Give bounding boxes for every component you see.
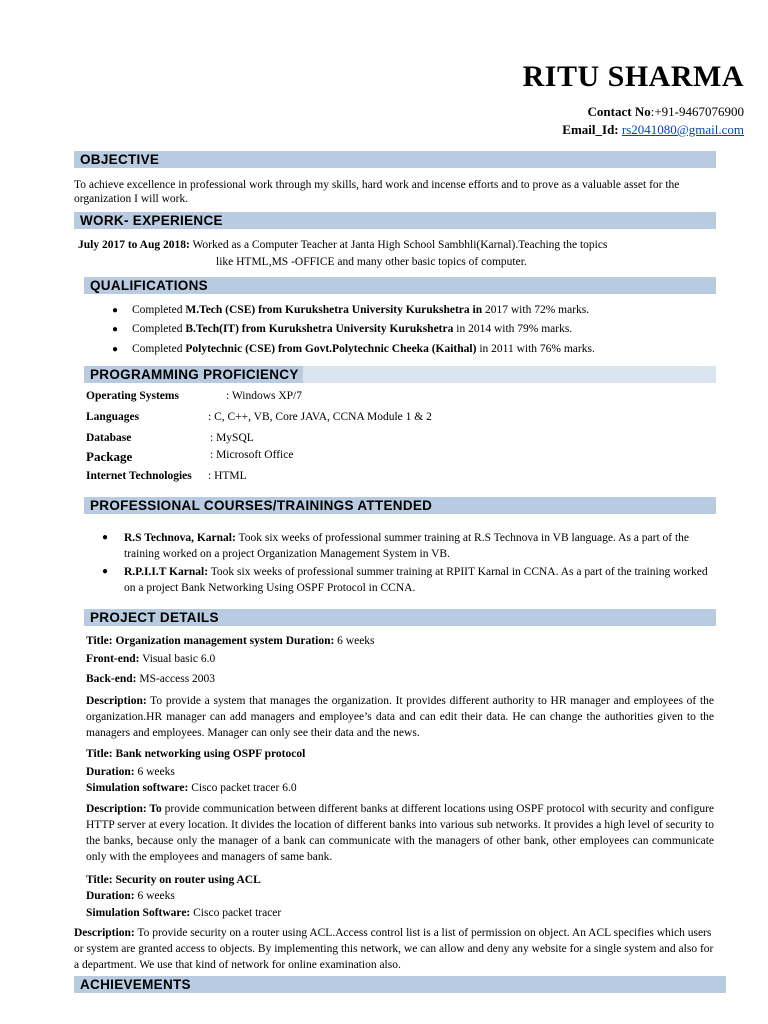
objective-text: To achieve excellence in professional work through my skills, hard work and incense efforts and to prove as a valuable asset for the organization I will work. xyxy=(74,179,680,205)
project1-description xyxy=(86,693,714,741)
programming-label: Internet Technologies xyxy=(86,470,192,482)
section-header-courses: PROFESSIONAL COURSES/TRAININGS ATTENDED xyxy=(84,497,716,514)
bullet-icon: ● xyxy=(112,344,119,355)
project2-simulation xyxy=(86,781,297,795)
course-item xyxy=(124,564,714,596)
qualification-post: in 2011 with 76% marks. xyxy=(476,343,595,355)
qualification-item xyxy=(132,303,589,317)
bullet-icon: ● xyxy=(112,324,119,335)
email-link[interactable]: rs2041080@gmail.com xyxy=(621,122,744,137)
project1-frontend-value: Visual basic 6.0 xyxy=(139,653,216,665)
work-entry xyxy=(78,238,718,252)
qualification-bold: Polytechnic (CSE) from Govt.Polytechnic Cheeka (Kaithal) xyxy=(185,343,477,355)
contact-line xyxy=(588,104,744,120)
project2-duration-value: 6 weeks xyxy=(134,766,175,778)
qualification-item xyxy=(132,322,572,336)
bullet-icon: ● xyxy=(112,305,119,316)
course-item xyxy=(124,530,714,562)
bullet-icon: ● xyxy=(102,566,109,577)
project1-backend xyxy=(86,672,215,686)
project2-sim-label: Simulation software: xyxy=(86,782,189,794)
course-institute: R.P.I.I.T Karnal: xyxy=(124,566,209,578)
project3-duration-label: Duration: xyxy=(86,890,135,902)
section-header-programming xyxy=(84,366,716,383)
course-text: Took six weeks of professional summer training at R.S Technova in VB language. As a part of the training worked on a project Organization Management System in VB. xyxy=(124,532,690,560)
project2-desc-label: Description: To xyxy=(86,803,162,815)
project1-backend-label: Back-end: xyxy=(86,673,137,685)
project1-title xyxy=(86,634,375,648)
section-header-objective: OBJECTIVE xyxy=(74,151,716,168)
project3-desc-value: To provide security on a router using ACL.Access control list is a list of permission on object. An ACL specifies which users or system are granted access to objects. By implementing this network, we can allow and deny any website for a single system and also for a department. We use that kind of network for online examination also. xyxy=(74,927,714,971)
section-header-projects: PROJECT DETAILS xyxy=(84,609,716,626)
programming-label: Package xyxy=(86,449,133,464)
email-label: Email_Id: xyxy=(562,122,619,137)
programming-value: : Windows XP/7 xyxy=(226,390,303,402)
project1-duration: 6 weeks xyxy=(334,635,375,647)
project3-desc-label: Description: xyxy=(74,927,135,939)
project3-title: Title: Security on router using ACL xyxy=(86,874,261,886)
programming-label: Database xyxy=(86,432,132,444)
work-line-1: Worked as a Computer Teacher at Janta High School Sambhli(Karnal).Teaching the topics xyxy=(189,239,608,251)
project1-desc-label: Description: xyxy=(86,695,147,707)
project1-backend-value: MS-access 2003 xyxy=(136,673,216,685)
project2-title: Title: Bank networking using OSPF protocol xyxy=(86,748,306,760)
project1-frontend-label: Front-end: xyxy=(86,653,140,665)
work-period: July 2017 to Aug 2018: xyxy=(78,239,190,251)
programming-value: : MySQL xyxy=(210,432,254,444)
project3-duration xyxy=(86,889,175,903)
project2-description xyxy=(86,801,714,865)
section-header-achievements: ACHIEVEMENTS xyxy=(74,976,726,993)
programming-value: : HTML xyxy=(208,470,247,482)
section-header-work-experience: WORK- EXPERIENCE xyxy=(74,212,716,229)
programming-label: Languages xyxy=(86,411,140,423)
course-institute: R.S Technova, Karnal: xyxy=(124,532,236,544)
qualification-post: 2017 with 72% marks. xyxy=(482,304,590,316)
qualification-post: in 2014 with 79% marks. xyxy=(453,323,573,335)
email-line xyxy=(562,122,744,138)
bullet-icon: ● xyxy=(102,532,109,543)
qualification-pre: Completed xyxy=(132,343,186,355)
project1-frontend xyxy=(86,652,215,666)
contact-value: :+91-9467076900 xyxy=(650,104,744,119)
project3-sim-value: Cisco packet tracer xyxy=(190,907,282,919)
qualification-bold: B.Tech(IT) from Kurukshetra University Kurukshetra xyxy=(185,323,454,335)
project1-desc-value: To provide a system that manages the organization. It provides different authority to HR manager and employees of the organization.HR manager can add managers and employee’s data and can edit their data. He can change the authorities given to the managers and employees. Manager can only see their data and the news. xyxy=(86,695,714,739)
qualification-bold: M.Tech (CSE) from Kurukshetra University Kurukshetra in xyxy=(185,304,483,316)
project2-duration xyxy=(86,765,175,779)
qualification-pre: Completed xyxy=(132,323,186,335)
qualification-item xyxy=(132,342,595,356)
project2-desc-value: provide communication between different banks at different locations using OSPF protocol with security and configure HTTP server at every location. It divides the location of different banks into various sub networks. It provides a high level of security to the banks, because only the manager of a bank can communicate with the managers of other bank, other employees can communicate only with the employees and managers of same bank. xyxy=(86,803,714,863)
course-text: Took six weeks of professional summer training at RPIIT Karnal in CCNA. As a part of the training worked on a project Bank Networking Using OSPF Protocol in CCNA. xyxy=(124,566,708,594)
project3-description xyxy=(74,925,718,973)
project3-sim-label: Simulation Software: xyxy=(86,907,191,919)
qualification-pre: Completed xyxy=(132,304,186,316)
programming-label: Operating Systems xyxy=(86,390,179,402)
project2-sim-value: Cisco packet tracer 6.0 xyxy=(188,782,297,794)
candidate-name: RITU SHARMA xyxy=(522,60,744,93)
programming-heading: PROGRAMMING PROFICIENCY xyxy=(84,366,303,383)
programming-value: : C, C++, VB, Core JAVA, CCNA Module 1 & 2 xyxy=(208,411,432,423)
project2-duration-label: Duration: xyxy=(86,766,135,778)
project3-duration-value: 6 weeks xyxy=(134,890,175,902)
project3-simulation xyxy=(86,906,281,920)
work-line-2: like HTML,MS -OFFICE and many other basic topics of computer. xyxy=(216,256,527,268)
project1-title-label: Title: Organization management system Duration: xyxy=(86,635,335,647)
programming-value: : Microsoft Office xyxy=(210,449,294,461)
contact-label: Contact No xyxy=(587,104,651,119)
section-header-qualifications: QUALIFICATIONS xyxy=(84,277,716,294)
